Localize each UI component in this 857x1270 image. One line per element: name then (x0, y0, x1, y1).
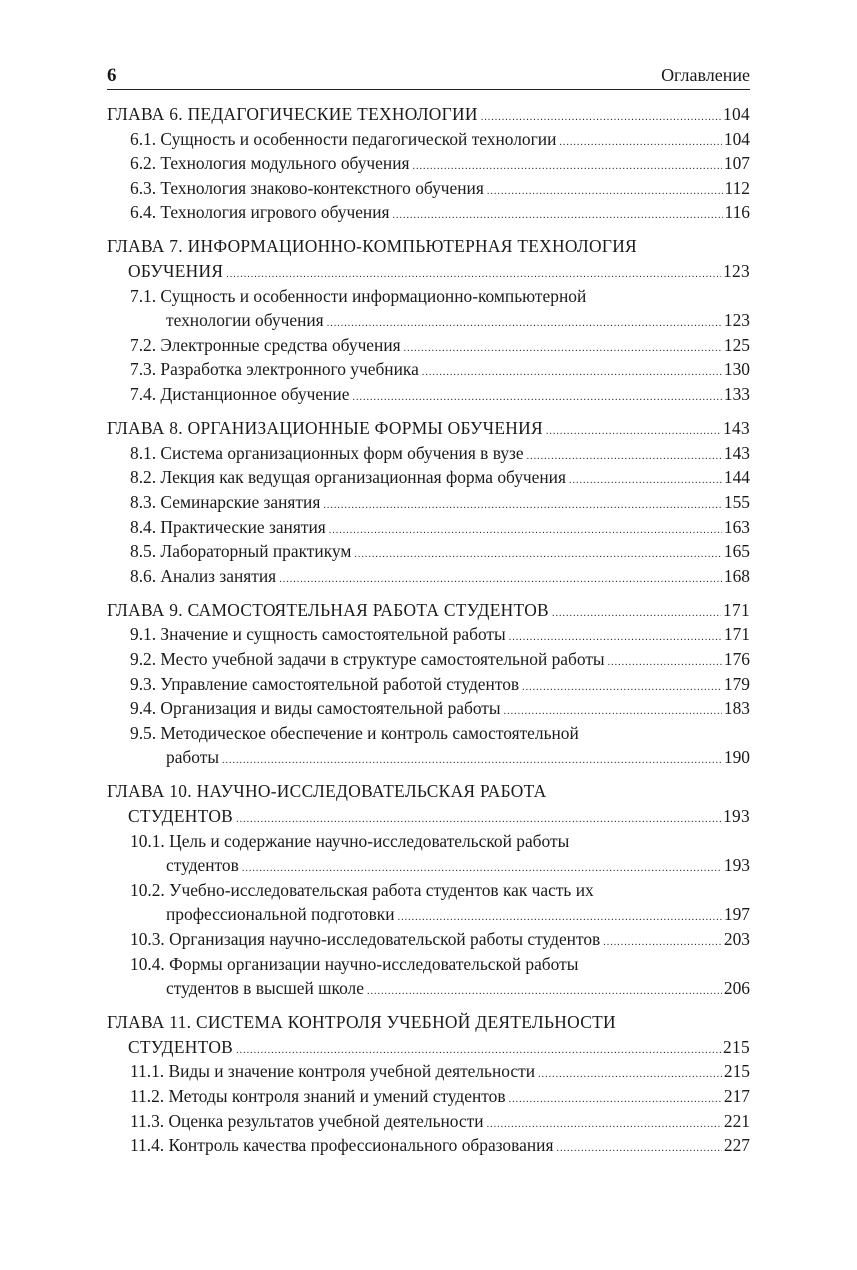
section-title-wrap (130, 1133, 724, 1158)
chapter-block (107, 1010, 750, 1158)
section-title-row (107, 1059, 750, 1084)
section-page-number: 217 (723, 1086, 750, 1107)
section-title-row (107, 441, 750, 466)
section-page-number: 179 (723, 673, 750, 694)
section-title-row (107, 853, 750, 878)
dot-leader (236, 1046, 721, 1056)
dot-leader (556, 1144, 721, 1154)
section-title: 10.1. Цель и содержание научно-исследовательской работы (130, 830, 570, 851)
chapter-title-wrap (128, 259, 723, 284)
section-title-wrap (130, 382, 724, 407)
section-title-wrap (166, 308, 724, 333)
section-page-number: 123 (723, 310, 750, 331)
section-title: профессиональной подготовки (166, 904, 395, 925)
section-page-number: 104 (723, 128, 750, 149)
dot-leader (552, 609, 721, 619)
section-page-number: 171 (723, 624, 750, 645)
section-title: 7.1. Сущность и особенности информационно-компьютерной (130, 285, 587, 306)
section-title: 9.1. Значение и сущность самостоятельной работы (130, 624, 506, 645)
section-title-wrap (166, 853, 724, 878)
section-page-number: 130 (723, 359, 750, 380)
section-title-wrap (166, 902, 724, 927)
section-title-wrap (130, 465, 724, 490)
dot-leader (487, 187, 723, 197)
chapter-title-row (107, 259, 750, 284)
section-title-row (107, 927, 750, 952)
dot-leader (367, 987, 722, 997)
section-title-row (107, 382, 750, 407)
chapter-title-row (107, 804, 750, 829)
chapter-block (107, 416, 750, 588)
section-title-wrap (130, 696, 724, 721)
dot-leader (327, 319, 722, 329)
dot-leader (404, 344, 722, 354)
dot-leader (559, 138, 722, 148)
section-title-wrap (130, 333, 724, 358)
section-title-row (107, 829, 750, 854)
section-title: 10.3. Организация научно-исследовательской работы студентов (130, 929, 601, 949)
section-page-number: 116 (724, 202, 750, 223)
chapter-title: ГЛАВА 6. ПЕДАГОГИЧЕСКИЕ ТЕХНОЛОГИИ (107, 104, 478, 124)
chapter-title: ГЛАВА 11. СИСТЕМА КОНТРОЛЯ УЧЕБНОЙ ДЕЯТЕЛЬНОСТИ (107, 1012, 616, 1033)
section-page-number: 125 (723, 334, 750, 355)
section-page-number: 221 (723, 1110, 750, 1131)
section-page-number: 193 (723, 855, 750, 876)
section-title-wrap (130, 151, 724, 176)
section-page-number: 190 (723, 747, 750, 768)
section-title-wrap (130, 622, 724, 647)
dot-leader (527, 452, 722, 462)
dot-leader (242, 864, 722, 874)
section-title: 7.4. Дистанционное обучение (130, 384, 350, 405)
section-title-row (107, 878, 750, 903)
section-title: технологии обучения (166, 310, 324, 331)
section-title: 8.3. Семинарские занятия (130, 491, 321, 512)
section-title-row (107, 308, 750, 333)
section-page-number: 143 (723, 442, 750, 463)
section-title-wrap (130, 647, 724, 672)
section-title-row (107, 745, 750, 770)
section-title-row (107, 200, 750, 225)
dot-leader (352, 393, 721, 403)
section-title: 9.3. Управление самостоятельной работой студентов (130, 673, 520, 694)
dot-leader (603, 938, 722, 948)
section-title-row (107, 1133, 750, 1158)
section-title-row (107, 284, 750, 309)
chapter-title: ГЛАВА 10. НАУЧНО-ИССЛЕДОВАТЕЛЬСКАЯ РАБОТА (107, 781, 547, 802)
chapter-page-number: 193 (723, 806, 750, 827)
dot-leader (538, 1070, 722, 1080)
section-title-wrap (130, 539, 724, 564)
dot-leader (422, 368, 722, 378)
dot-leader (481, 113, 721, 123)
dot-leader (329, 526, 722, 536)
section-title: 9.2. Место учебной задачи в структуре самостоятельной работы (130, 648, 605, 669)
chapter-title-row (107, 102, 750, 127)
section-title: 10.4. Формы организации научно-исследовательской работы (130, 953, 579, 974)
section-title: 6.1. Сущность и особенности педагогической технологии (130, 128, 557, 149)
chapter-title-wrap (107, 102, 723, 127)
dot-leader (354, 550, 722, 560)
chapter-block (107, 598, 750, 770)
section-page-number: 206 (723, 978, 750, 999)
chapter-page-number: 143 (723, 418, 750, 439)
section-title-wrap (130, 1084, 724, 1109)
section-title-row (107, 127, 750, 152)
chapter-title-row (107, 779, 750, 804)
section-title-wrap (130, 564, 724, 589)
dot-leader (504, 707, 722, 717)
section-title-row (107, 622, 750, 647)
dot-leader (413, 162, 722, 172)
section-title: 11.4. Контроль качества профессионального образования (130, 1135, 554, 1156)
section-page-number: 215 (723, 1061, 750, 1082)
section-title: работы (166, 747, 220, 768)
section-title: 8.4. Практические занятия (130, 516, 326, 537)
dot-leader (398, 913, 722, 923)
section-title: 11.1. Виды и значение контроля учебной деятельности (130, 1061, 536, 1082)
section-page-number: 107 (723, 153, 750, 174)
dot-leader (509, 633, 722, 643)
dot-leader (522, 683, 722, 693)
page-header (107, 63, 750, 90)
section-title: 11.3. Оценка результатов учебной деятельности (130, 1110, 484, 1131)
section-title-wrap (166, 745, 724, 770)
section-title: 7.3. Разработка электронного учебника (130, 359, 419, 380)
chapter-title-wrap (107, 598, 723, 623)
section-title-wrap (130, 490, 724, 515)
chapter-title-wrap (128, 1035, 723, 1060)
dot-leader (393, 211, 723, 221)
chapter-title-wrap (128, 804, 723, 829)
section-title: студентов в высшей школе (166, 978, 364, 999)
section-title: 6.3. Технология знаково-контекстного обучения (130, 177, 484, 198)
section-title-row (107, 902, 750, 927)
chapter-title-row (107, 1035, 750, 1060)
section-page-number: 155 (723, 491, 750, 512)
section-title-row (107, 647, 750, 672)
section-title-wrap (130, 200, 725, 225)
section-title: 11.2. Методы контроля знаний и умений студентов (130, 1086, 506, 1107)
section-title: студентов (166, 855, 239, 876)
section-title: 8.2. Лекция как ведущая организационная форма обучения (130, 467, 566, 488)
section-title-wrap (130, 672, 724, 697)
chapter-page-number: 104 (723, 104, 750, 124)
chapter-title-row (107, 416, 750, 441)
section-title: 10.2. Учебно-исследовательская работа студентов как часть их (130, 879, 594, 900)
page-number: 6 (107, 65, 117, 86)
section-title-wrap (130, 357, 724, 382)
section-title-row (107, 976, 750, 1001)
section-page-number: 133 (723, 384, 750, 405)
chapter-title: ОБУЧЕНИЯ (128, 261, 224, 282)
chapter-page-number: 171 (723, 599, 750, 620)
section-title-wrap (130, 927, 724, 952)
dot-leader (222, 756, 722, 766)
dot-leader (608, 658, 722, 668)
section-title-row (107, 515, 750, 540)
section-title: 7.2. Электронные средства обучения (130, 334, 401, 355)
dot-leader (323, 501, 722, 511)
section-page-number: 203 (723, 929, 750, 949)
section-page-number: 165 (723, 541, 750, 562)
section-page-number: 183 (723, 698, 750, 719)
dot-leader (236, 815, 721, 825)
section-title-row (107, 1084, 750, 1109)
section-title-row (107, 176, 750, 201)
chapter-block (107, 102, 750, 225)
dot-leader (226, 270, 721, 280)
chapter-title-row (107, 598, 750, 623)
section-title-row (107, 1109, 750, 1134)
chapter-title-wrap (107, 416, 723, 441)
section-title-wrap (166, 976, 724, 1001)
section-title-wrap (130, 176, 725, 201)
chapter-page-number: 215 (723, 1036, 750, 1057)
chapter-title-row (107, 1010, 750, 1035)
section-title-wrap (130, 1059, 724, 1084)
table-of-contents (107, 102, 750, 1167)
section-title-row (107, 672, 750, 697)
section-title: 8.6. Анализ занятия (130, 565, 277, 586)
section-title-row (107, 539, 750, 564)
chapter-title: СТУДЕНТОВ (128, 1036, 234, 1057)
chapter-block (107, 779, 750, 1000)
chapter-title: ГЛАВА 7. ИНФОРМАЦИОННО-КОМПЬЮТЕРНАЯ ТЕХНОЛОГИЯ (107, 236, 637, 257)
section-title-row (107, 333, 750, 358)
section-title-row (107, 696, 750, 721)
section-page-number: 176 (723, 648, 750, 669)
section-title-row (107, 952, 750, 977)
section-page-number: 227 (723, 1135, 750, 1156)
section-title-row (107, 465, 750, 490)
section-title: 6.4. Технология игрового обучения (130, 202, 390, 223)
section-title-row (107, 721, 750, 746)
dot-leader (509, 1095, 722, 1105)
section-page-number: 144 (723, 467, 750, 488)
dot-leader (487, 1120, 722, 1130)
section-title-row (107, 564, 750, 589)
section-title-wrap (130, 1109, 724, 1134)
chapter-title: СТУДЕНТОВ (128, 806, 234, 827)
running-title: Оглавление (661, 65, 750, 85)
section-title-wrap (130, 515, 724, 540)
section-page-number: 112 (724, 177, 750, 198)
section-title-row (107, 357, 750, 382)
chapter-title: ГЛАВА 9. САМОСТОЯТЕЛЬНАЯ РАБОТА СТУДЕНТОВ (107, 599, 549, 620)
section-title: 9.4. Организация и виды самостоятельной работы (130, 698, 501, 719)
dot-leader (279, 575, 722, 585)
section-title: 6.2. Технология модульного обучения (130, 153, 410, 174)
section-title-wrap (130, 441, 724, 466)
section-page-number: 163 (723, 516, 750, 537)
section-page-number: 197 (723, 904, 750, 925)
section-title: 8.1. Система организационных форм обучения в вузе (130, 442, 524, 463)
chapter-block (107, 234, 750, 406)
section-title-row (107, 490, 750, 515)
dot-leader (569, 476, 722, 486)
section-title: 9.5. Методическое обеспечение и контроль самостоятельной (130, 722, 579, 743)
chapter-title-row (107, 234, 750, 259)
section-title-wrap (130, 127, 724, 152)
dot-leader (546, 427, 721, 437)
chapter-page-number: 123 (723, 261, 750, 282)
chapter-title: ГЛАВА 8. ОРГАНИЗАЦИОННЫЕ ФОРМЫ ОБУЧЕНИЯ (107, 418, 543, 439)
section-title-row (107, 151, 750, 176)
section-title: 8.5. Лабораторный практикум (130, 541, 352, 562)
section-page-number: 168 (723, 565, 750, 586)
